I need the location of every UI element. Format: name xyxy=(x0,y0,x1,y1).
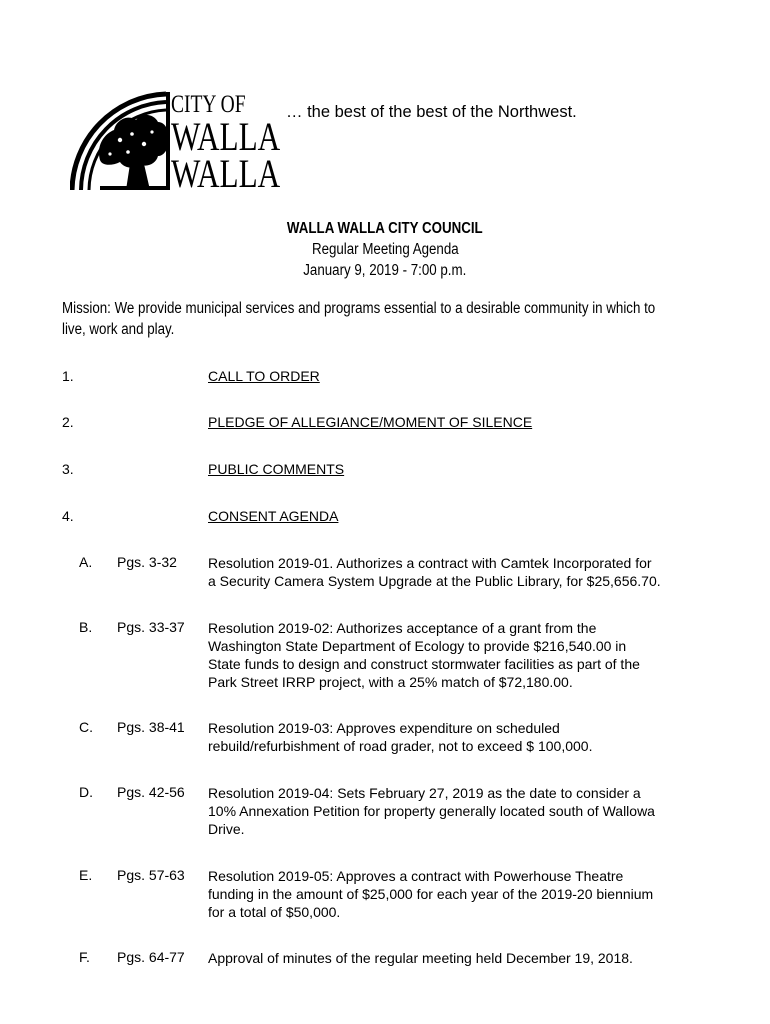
consent-item-letter: A. xyxy=(79,554,93,570)
tagline: … the best of the best of the Northwest. xyxy=(286,103,577,121)
consent-item-letter: E. xyxy=(79,867,93,883)
section-number: 3. xyxy=(62,461,74,477)
consent-item-letter: B. xyxy=(79,619,93,635)
consent-item-pages: Pgs. 64-77 xyxy=(117,949,185,965)
consent-item-description xyxy=(208,784,708,838)
description-line: 10% Annexation Petition for property generally located south of Wallowa xyxy=(208,803,655,819)
consent-item-description xyxy=(208,719,708,755)
description-line: Park Street IRRP project, with a 25% match of $72,180.00. xyxy=(208,674,573,690)
agenda-subtitle xyxy=(0,241,770,259)
description-line: Drive. xyxy=(208,821,245,837)
logo-line-city-of: CITY OF xyxy=(171,91,246,118)
consent-item-pages: Pgs. 42-56 xyxy=(117,784,185,800)
description-line: State funds to design and construct stormwater facilities as part of the xyxy=(208,656,640,672)
consent-item-pages: Pgs. 38-41 xyxy=(117,719,185,735)
description-line: Washington State Department of Ecology to provide $216,540.00 in xyxy=(208,638,627,654)
description-line: rebuild/refurbishment of road grader, not to exceed $ 100,000. xyxy=(208,738,593,754)
description-line: Resolution 2019-02: Authorizes acceptance of a grant from the xyxy=(208,620,597,636)
consent-item-pages: Pgs. 57-63 xyxy=(117,867,185,883)
consent-item-description xyxy=(208,949,708,967)
consent-item-pages: Pgs. 33-37 xyxy=(117,619,185,635)
meeting-date xyxy=(0,262,770,280)
description-line: a Security Camera System Upgrade at the Public Library, for $25,656.70. xyxy=(208,573,661,589)
section-title-consent-agenda: CONSENT AGENDA xyxy=(208,508,339,524)
consent-item-letter: F. xyxy=(79,949,90,965)
logo-line-walla-2: WALLA xyxy=(171,151,281,196)
section-number: 1. xyxy=(62,368,74,384)
consent-item-description xyxy=(208,619,708,691)
mission-statement xyxy=(62,298,716,340)
section-title-call-to-order: CALL TO ORDER xyxy=(208,368,320,384)
consent-item-description xyxy=(208,867,708,921)
description-line: Resolution 2019-04: Sets February 27, 2019 as the date to consider a xyxy=(208,785,641,801)
council-title xyxy=(0,220,770,238)
consent-item-letter: C. xyxy=(79,719,93,735)
consent-item-letter: D. xyxy=(79,784,93,800)
description-line: funding in the amount of $25,000 for each year of the 2019-20 biennium xyxy=(208,886,654,902)
mission-line: live, work and play. xyxy=(62,321,175,338)
council-title-text: WALLA WALLA CITY COUNCIL xyxy=(287,220,483,237)
description-line: Resolution 2019-01. Authorizes a contract with Camtek Incorporated for xyxy=(208,555,652,571)
description-line: for a total of $50,000. xyxy=(208,904,341,920)
section-title-pledge: PLEDGE OF ALLEGIANCE/MOMENT OF SILENCE xyxy=(208,414,533,430)
consent-item-pages: Pgs. 3-32 xyxy=(117,554,177,570)
city-logo-wordmark xyxy=(171,92,280,194)
consent-item-description xyxy=(208,554,708,590)
description-line: Resolution 2019-03: Approves expenditure on scheduled xyxy=(208,720,560,736)
meeting-date-text: January 9, 2019 - 7:00 p.m. xyxy=(303,262,467,279)
section-number: 2. xyxy=(62,414,74,430)
section-title-public-comments: PUBLIC COMMENTS xyxy=(208,461,345,477)
description-line: Approval of minutes of the regular meeting held December 19, 2018. xyxy=(208,950,633,966)
description-line: Resolution 2019-05: Approves a contract with Powerhouse Theatre xyxy=(208,868,624,884)
section-number: 4. xyxy=(62,508,74,524)
mission-line: Mission: We provide municipal services and programs essential to a desirable community in which to xyxy=(62,300,656,317)
agenda-subtitle-text: Regular Meeting Agenda xyxy=(311,241,459,258)
logo-line-walla-1: WALLA xyxy=(171,114,281,159)
